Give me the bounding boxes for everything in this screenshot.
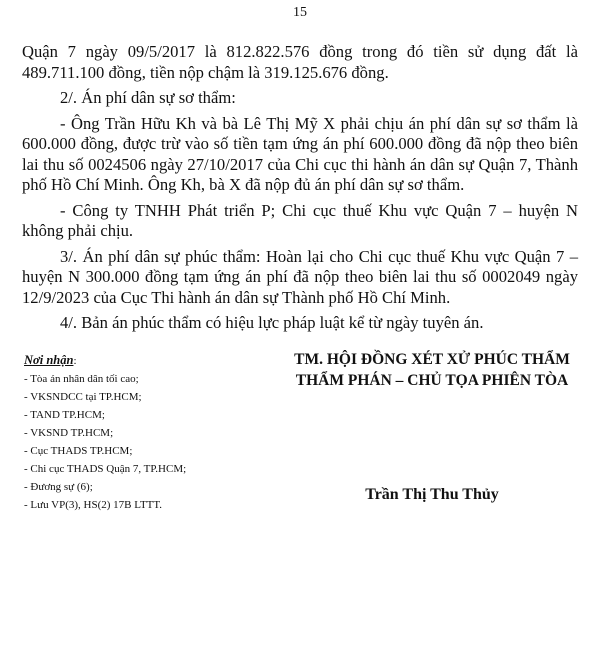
paragraph-first-instance-fee-heading: 2/. Án phí dân sự sơ thẩm: [60, 88, 236, 107]
recipients-block [24, 351, 274, 514]
paragraph-exempt-parties: - Công ty TNHH Phát triển P; Chi cục thuế Khu vực Quận 7 – huyện N không phải chịu. [22, 200, 578, 240]
paragraph-effect: 4/. Bản án phúc thẩm có hiệu lực pháp luật kể từ ngày tuyên án. [60, 313, 484, 332]
recipient-item: - VKSND TP.HCM; [24, 427, 114, 439]
signature-block [282, 349, 582, 391]
recipients-list [24, 370, 274, 514]
signer-name: Trần Thị Thu Thủy [365, 486, 499, 503]
recipients-heading [24, 351, 274, 370]
paragraph-first-instance-fee-detail: - Ông Trần Hữu Kh và bà Lê Thị Mỹ X phải chịu án phí dân sự sơ thẩm là 600.000 đồng, được trừ vào số tiền tạm ứng án phí 600.000 đồng đã nộp theo biên lai thu số 0024506 ngày 27/10/2017 của Chi cục thi hành án dân sự Quận 7, Thành phố Hồ Chí Minh. Ông Kh, bà X đã nộp đủ án phí dân sự sơ thẩm. [22, 113, 578, 194]
recipients-label: Nơi nhận [24, 353, 74, 367]
signature-title-line1: TM. HỘI ĐỒNG XÉT XỬ PHÚC THẨM [294, 351, 570, 368]
recipients-colon: : [73, 355, 77, 367]
judgment-body [22, 42, 578, 339]
paragraph-appeal-fee: 3/. Án phí dân sự phúc thẩm: Hoàn lại cho Chi cục thuế Khu vực Quận 7 – huyện N 300.000 đồng tạm ứng án phí đã nộp theo biên lai thu số 0002049 ngày 12/9/2023 của Cục Thi hành án dân sự Thành phố Hồ Chí Minh. [22, 246, 578, 307]
recipient-item: - Cục THADS TP.HCM; [24, 445, 133, 457]
signature-title-line2: THẨM PHÁN – CHỦ TỌA PHIÊN TÒA [295, 372, 569, 389]
recipient-item: - Chi cục THADS Quận 7, TP.HCM; [24, 463, 187, 475]
recipient-item: - Đương sự (6); [24, 481, 93, 493]
recipient-item: - Lưu VP(3), HS(2) 17B LTTT. [24, 499, 163, 511]
recipient-item: - Tòa án nhân dân tối cao; [24, 373, 139, 385]
recipient-item: - VKSNDCC tại TP.HCM; [24, 391, 142, 403]
recipient-item: - TAND TP.HCM; [24, 409, 105, 421]
paragraph-continuation: Quận 7 ngày 09/5/2017 là 812.822.576 đồng trong đó tiền sử dụng đất là 489.711.100 đồng, tiền nộp chậm là 319.125.676 đồng. [22, 42, 578, 82]
page-number: 15 [293, 5, 307, 20]
